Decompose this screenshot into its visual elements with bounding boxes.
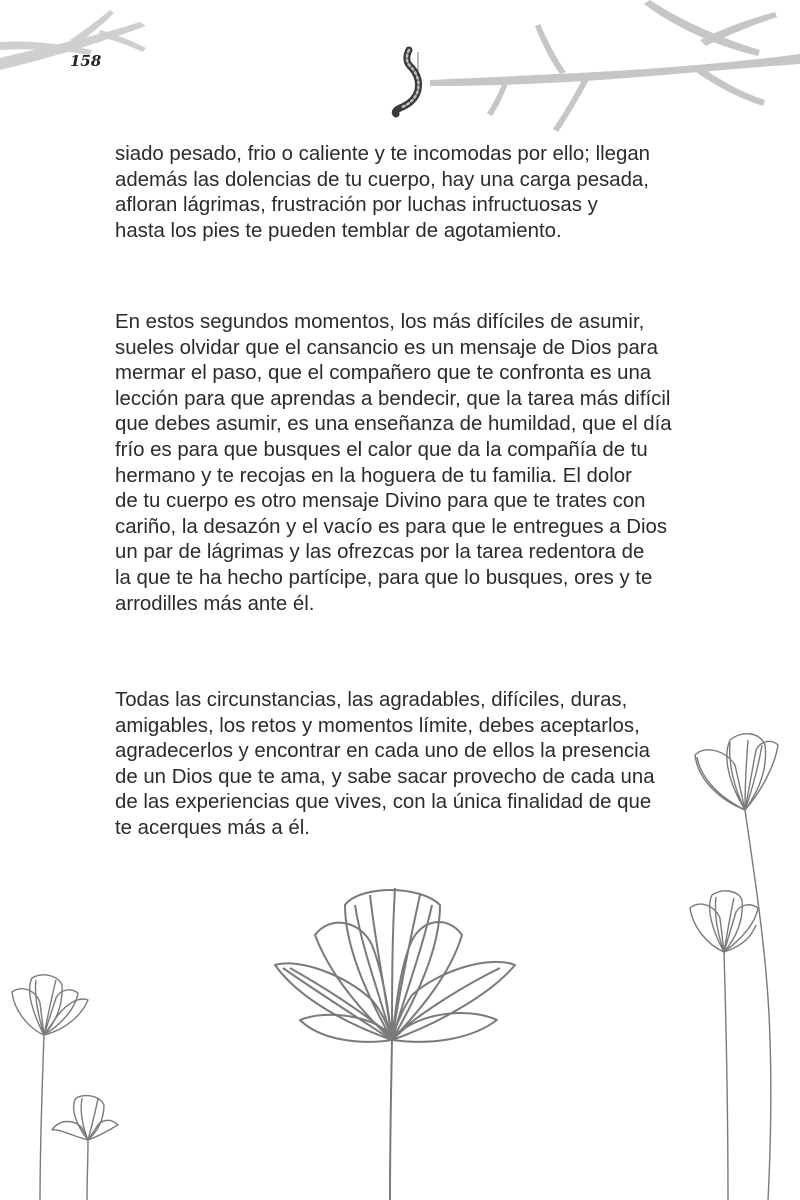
paragraph-2	[115, 310, 685, 617]
paragraph-3	[115, 688, 685, 842]
paragraph-text: siado pesado, frio o caliente y te incomodas por ello; llegan además las dolencias de tu cuerpo, hay una carga pesada, afloran lágrimas, frustración por luchas infructuosas y hasta los pies te pueden temblar de agotamiento.	[115, 143, 651, 242]
flower-left-bottom-icon	[52, 1096, 118, 1200]
flower-right-top-icon	[695, 734, 778, 1200]
page-number: 158	[70, 52, 102, 70]
branch-right-icon	[430, 0, 800, 132]
paragraph-text: Todas las circunstancias, las agradables, difíciles, duras, amigables, los retos y momentos límite, debes aceptarlos, agradecerlos y encontrar en cada uno de ellos la presencia de un Dios que te ama, y sabe sacar provecho de cada una de las experiencias que vives, con la única finalidad de que te acerques más a él.	[115, 689, 655, 839]
paragraph-text: En estos segundos momentos, los más difíciles de asumir, sueles olvidar que el cansancio es un mensaje de Dios para mermar el paso, que el compañero que te confronta es una lección para que aprendas a bendecir, que la tarea más difícil que debes asumir, es una enseñanza de humildad, que el día frío es para que busques el calor que da la compañía de tu hermano y te recojas en la hoguera de tu familia. El dolor de tu cuerpo es otro mensaje Divino para que te trates con cariño, la desazón y el vacío es para que le entregues a Dios un par de lágrimas y las ofrezcas por la tarea redentora de la que te ha hecho partícipe, para que lo busques, ores y te arrodilles más ante él.	[115, 311, 672, 615]
flower-right-bottom-icon	[690, 891, 758, 1200]
big-flower-icon	[275, 888, 515, 1200]
paragraph-1	[115, 142, 685, 244]
caterpillar-icon	[395, 50, 418, 114]
flower-left-top-icon	[12, 975, 88, 1200]
